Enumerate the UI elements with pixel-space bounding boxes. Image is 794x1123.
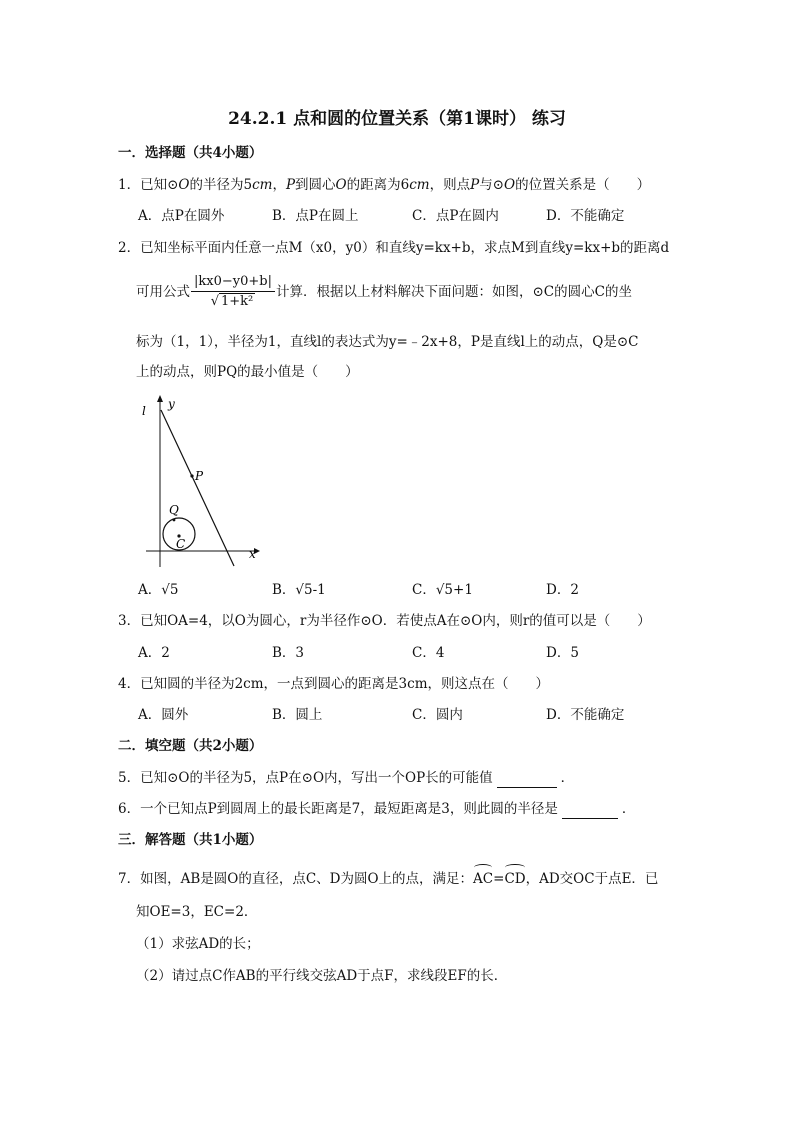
q6-answer-blank: [562, 804, 618, 819]
question-2-line-2: 可用公式 $\frac{|kx0-y0+b|}{\text{√ 1+k²}}$ 计算．根据以上材料解决下面问题：如图，⊙C的圆心C的坐: [136, 270, 632, 314]
question-7-line-2: 知OE=3，EC=2．: [136, 904, 258, 920]
point-p: [190, 474, 193, 477]
arc-ac: AC: [473, 871, 494, 887]
q2-option-d: D．2: [546, 582, 579, 598]
question-6-stem: 6．一个已知点P到圆周上的最长距离是7，最短距离是3，则此圆的半径是 ．: [118, 801, 636, 817]
question-3-stem: 3．已知OA=4，以O为圆心，r为半径作⊙O．若使点A在⊙O内，则r的值可以是（ ）: [118, 613, 651, 629]
q4-option-c: C．圆内: [412, 707, 463, 723]
section-heading-solve: 三．解答题（共1小题）: [118, 832, 263, 848]
q1-option-a: A．点P在圆外: [138, 208, 225, 224]
line-l: [161, 410, 234, 566]
q1-option-d: D．不能确定: [546, 208, 625, 224]
page-title: 24.2.1 点和圆的位置关系（第1课时） 练习: [228, 109, 566, 129]
q5-answer-blank: [497, 773, 557, 788]
q2-option-a: A．√5: [138, 582, 179, 598]
q3-option-a: A．2: [138, 645, 170, 661]
q4-option-b: B．圆上: [272, 707, 323, 723]
q3-option-d: D．5: [546, 645, 579, 661]
question-7-sub-1: （1）求弦AD的长；: [136, 936, 260, 952]
label-p: P: [195, 469, 204, 483]
q2-option-b: B．√5-1: [272, 582, 326, 598]
label-c: C: [176, 537, 186, 551]
q4-option-d: D．不能确定: [546, 707, 625, 723]
q3-option-c: C．4: [412, 645, 445, 661]
label-l: l: [142, 404, 146, 418]
q1-option-c: C．点P在圆内: [412, 208, 499, 224]
section-heading-fill: 二．填空题（共2小题）: [118, 738, 263, 754]
q2-figure: [136, 392, 266, 572]
label-x: x: [249, 547, 256, 561]
question-7-line-1: 7．如图，AB是圆O的直径，点C、D为圆O上的点，满足：AC=CD，AD交OC于点E．已: [118, 871, 659, 887]
q3-option-b: B．3: [272, 645, 305, 661]
distance-formula: $\frac{|kx0-y0+b|}{\text{√ 1+k²}}$: [191, 273, 275, 312]
question-7-sub-2: （2）请过点C作AB的平行线交弦AD于点F，求线段EF的长．: [136, 968, 508, 984]
question-4-stem: 4．已知圆的半径为2cm，一点到圆心的距离是3cm，则这点在（ ）: [118, 676, 549, 692]
label-y: y: [168, 397, 175, 411]
question-2-line-4: 上的动点，则PQ的最小值是（ ）: [136, 364, 359, 380]
question-2-line-3: 标为（1，1），半径为1，直线l的表达式为y=﹣2x+8，P是直线l上的动点，Q是⊙C: [136, 334, 639, 350]
question-1-stem: 1．已知⊙O的半径为5cm，P到圆心O的距离为6cm，则点P与⊙O的位置关系是（ ）: [118, 177, 651, 193]
q2-option-c: C．√5+1: [412, 582, 473, 598]
y-axis-arrow: [157, 395, 163, 402]
section-heading-choice: 一．选择题（共4小题）: [118, 145, 263, 161]
label-q: Q: [169, 503, 179, 517]
question-2-line-1: 2．已知坐标平面内任意一点M（x0，y0）和直线y=kx+b，求点M到直线y=kx+b的距离d: [118, 240, 670, 256]
q1-option-b: B．点P在圆上: [272, 208, 359, 224]
arc-cd: CD: [504, 871, 526, 887]
q4-option-a: A．圆外: [138, 707, 189, 723]
point-q: [173, 519, 176, 522]
question-5-stem: 5．已知⊙O的半径为5，点P在⊙O内，写出一个OP长的可能值 ．: [118, 770, 575, 786]
